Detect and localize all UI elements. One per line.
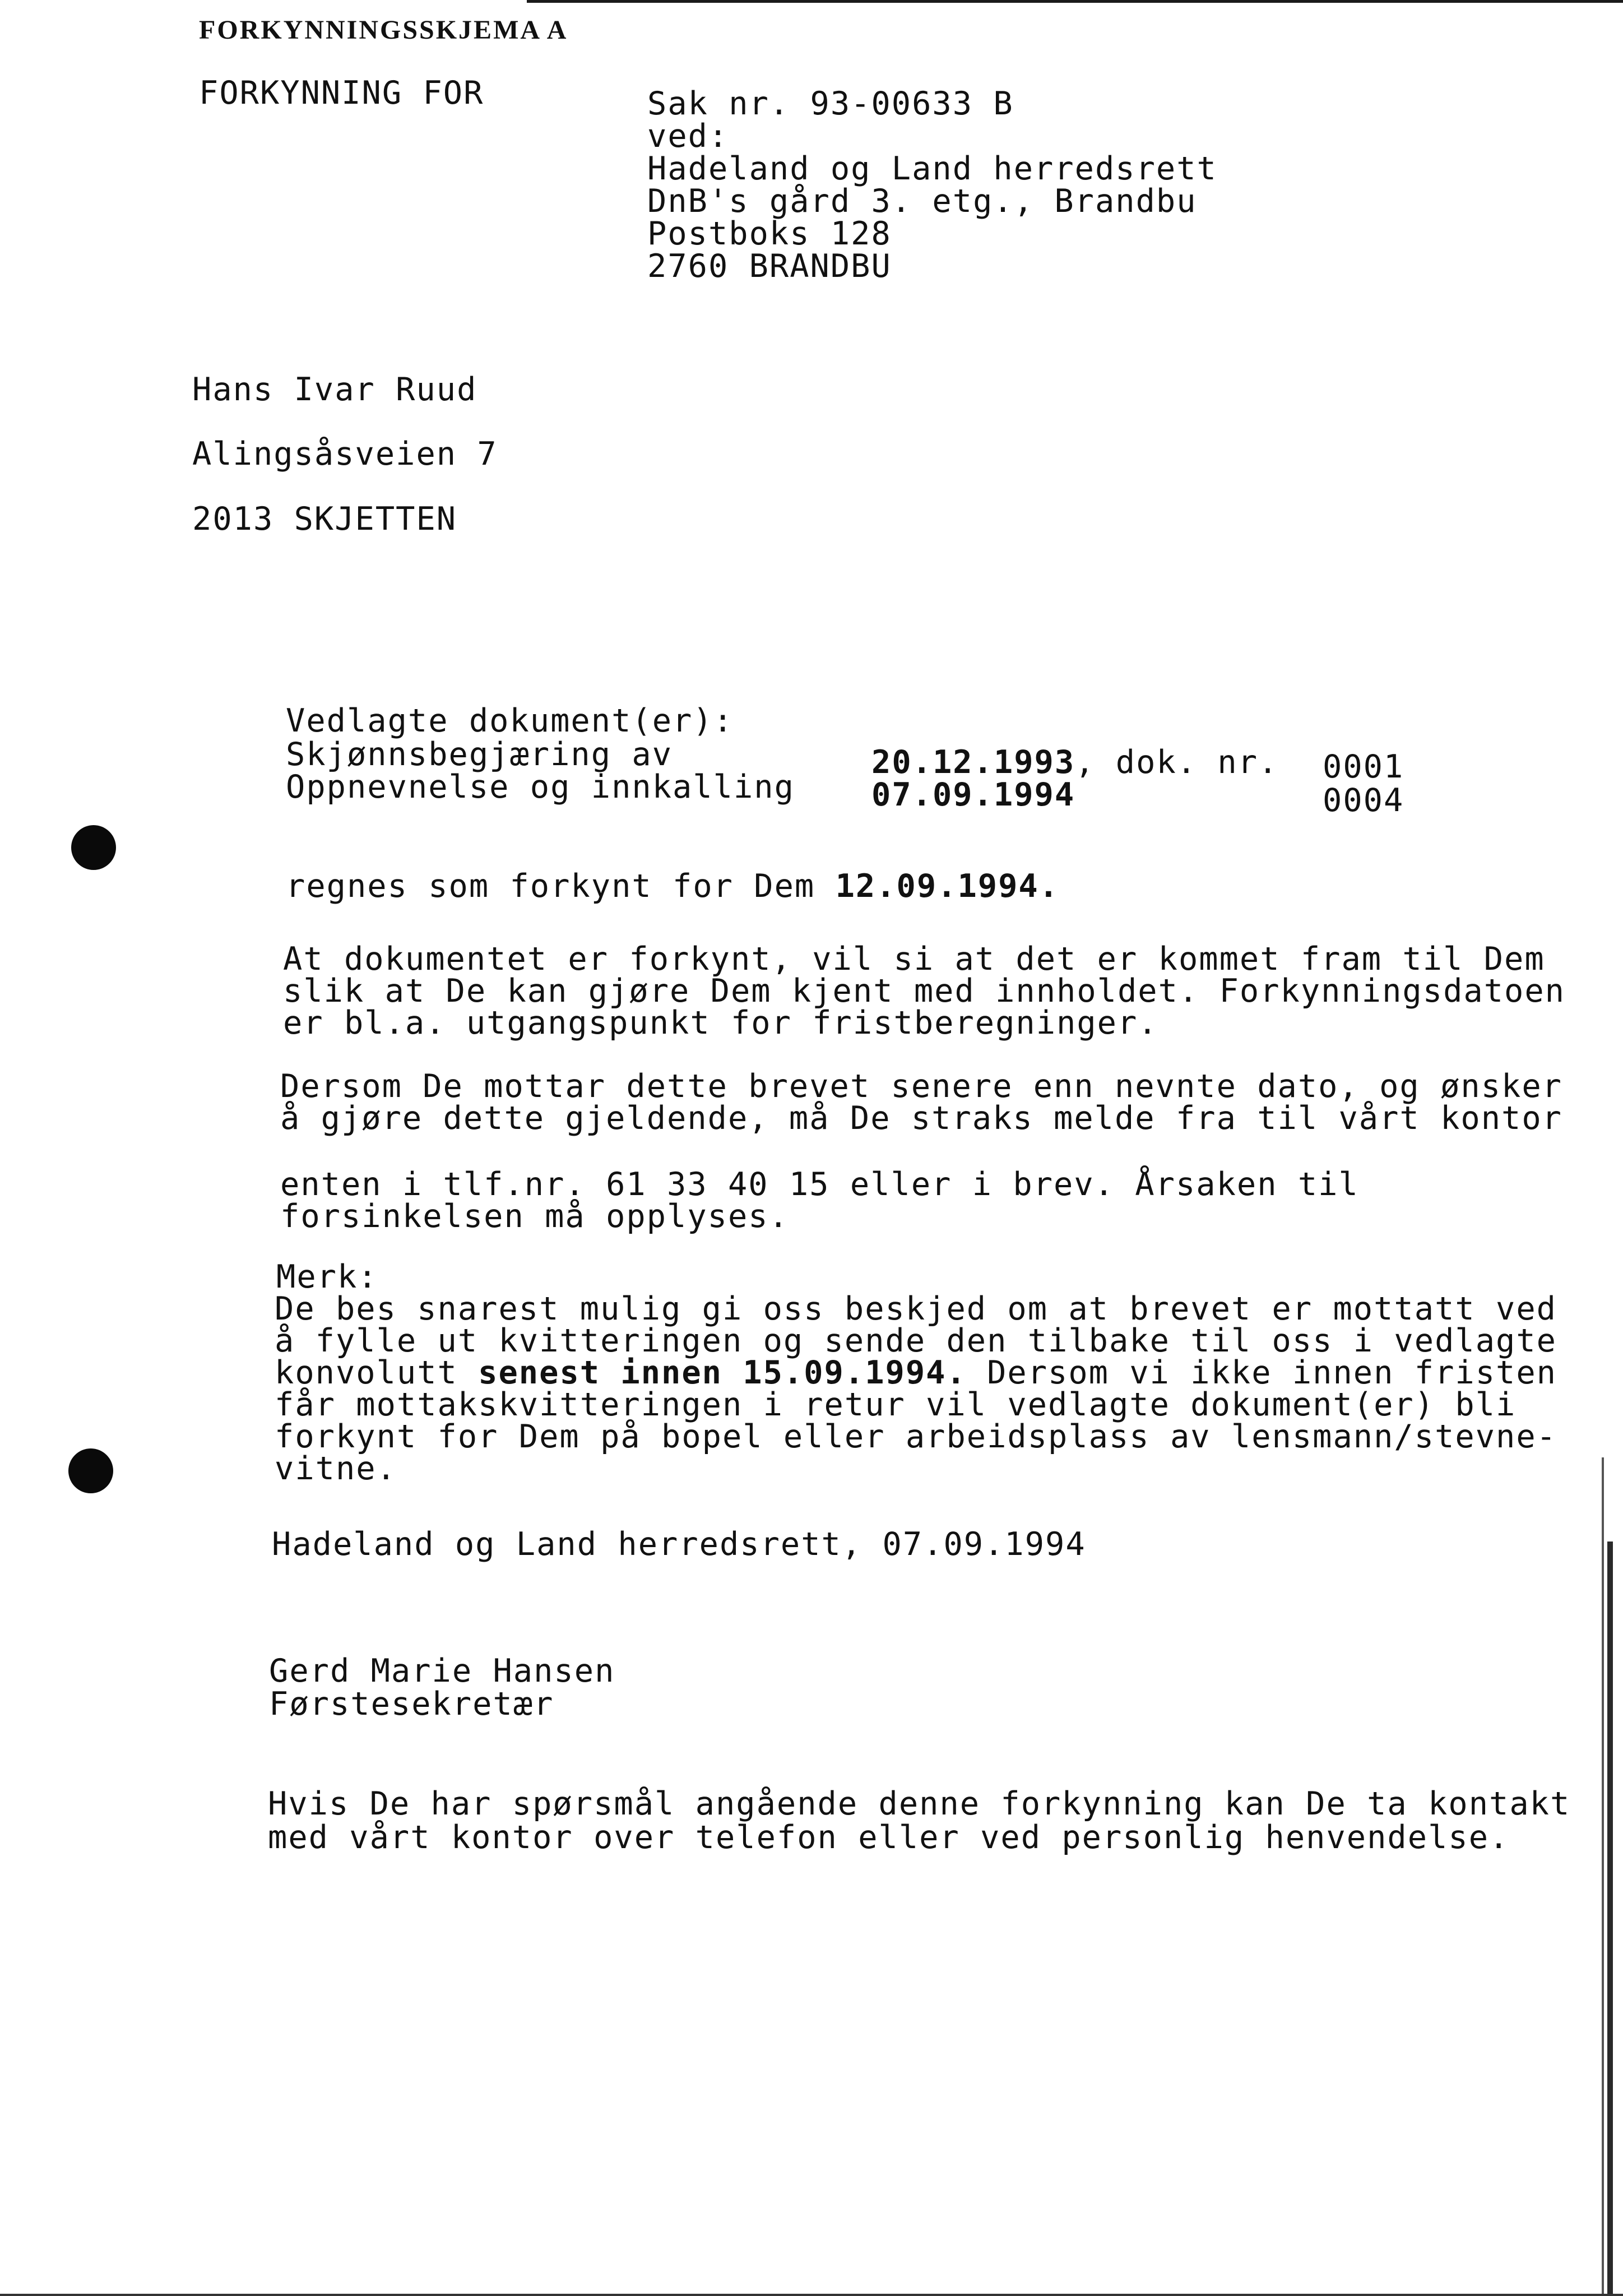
scan-edge-top [527, 0, 1623, 3]
form-title: FORKYNNINGSSKJEMA A [199, 15, 568, 45]
recipient-street: Alingsåsveien 7 [192, 436, 498, 473]
note-line: får mottakskvitteringen i retur vil vedlagte dokument(er) bli [275, 1386, 1517, 1423]
recipient-city: 2013 SKJETTEN [192, 501, 457, 538]
paragraph-line: slik at De kan gjøre Dem kjent med innholdet. Forkynningsdatoen [283, 973, 1565, 1010]
served-prefix: regnes som forkynt for Dem [286, 868, 836, 905]
place-date: Hadeland og Land herredsrett, 07.09.1994 [272, 1526, 1086, 1563]
note-line [275, 1354, 1557, 1391]
signatory-title: Førstesekretær [269, 1686, 554, 1723]
for-label: FORKYNNING FOR [199, 75, 484, 112]
paragraph-line: At dokumentet er forkynt, vil si at det er kommet fram til Dem [283, 941, 1545, 978]
served-line [286, 868, 1060, 905]
court-street: DnB's gård 3. etg., Brandbu [647, 183, 1197, 220]
paragraph-line: Dersom De mottar dette brevet senere enn nevnte dato, og ønsker [280, 1068, 1562, 1105]
note-line: å fylle ut kvitteringen og sende den tilbake til oss i vedlagte [275, 1322, 1557, 1359]
documents-heading: Vedlagte dokument(er): [286, 702, 734, 739]
document-date-value: 20.12.1993 [871, 744, 1075, 781]
note-label: Merk: [276, 1258, 378, 1295]
scan-edge-right-inner [1602, 1457, 1604, 2296]
document-number: 0004 [1323, 782, 1404, 819]
document-title: Oppnevnelse og innkalling [286, 769, 795, 806]
signatory-name: Gerd Marie Hansen [269, 1652, 615, 1689]
document-date [871, 744, 1279, 781]
punch-hole [71, 825, 116, 870]
note-line: vitne. [275, 1450, 397, 1487]
court-pobox: Postboks 128 [647, 215, 892, 252]
note-deadline: senest innen 15.09.1994. [478, 1354, 967, 1391]
punch-hole [68, 1448, 113, 1493]
case-number: Sak nr. 93-00633 B [647, 85, 1014, 122]
scan-edge-right [1607, 1542, 1613, 2296]
court-city: 2760 BRANDBU [647, 248, 892, 285]
note-line: De bes snarest mulig gi oss beskjed om at brevet er mottatt ved [275, 1290, 1557, 1327]
footer-line: med vårt kontor over telefon eller ved personlig henvendelse. [268, 1819, 1510, 1856]
footer-line: Hvis De har spørsmål angående denne forkynning kan De ta kontakt [268, 1785, 1571, 1822]
paragraph-line: enten i tlf.nr. 61 33 40 15 eller i brev. Årsaken til [280, 1166, 1359, 1203]
court-at: ved: [647, 118, 729, 155]
served-date: 12.09.1994. [835, 868, 1060, 905]
document-title: Skjønnsbegjæring av [286, 736, 673, 773]
document-date-suffix: , dok. nr. [1075, 744, 1279, 781]
document-number: 0001 [1323, 748, 1404, 785]
recipient-name: Hans Ivar Ruud [192, 371, 477, 408]
paragraph-line: er bl.a. utgangspunkt for fristberegninger. [283, 1004, 1158, 1041]
court-name: Hadeland og Land herredsrett [647, 150, 1217, 187]
scan-edge-bottom [0, 2294, 1623, 2296]
paragraph-line: forsinkelsen må opplyses. [280, 1198, 789, 1235]
note-line: forkynt for Dem på bopel eller arbeidsplass av lensmann/stevne- [275, 1418, 1557, 1455]
document-date: 07.09.1994 [871, 776, 1075, 813]
note-text: konvolutt [275, 1354, 479, 1391]
paragraph-line: å gjøre dette gjeldende, må De straks melde fra til vårt kontor [280, 1100, 1562, 1137]
note-text: Dersom vi ikke innen fristen [966, 1354, 1557, 1391]
